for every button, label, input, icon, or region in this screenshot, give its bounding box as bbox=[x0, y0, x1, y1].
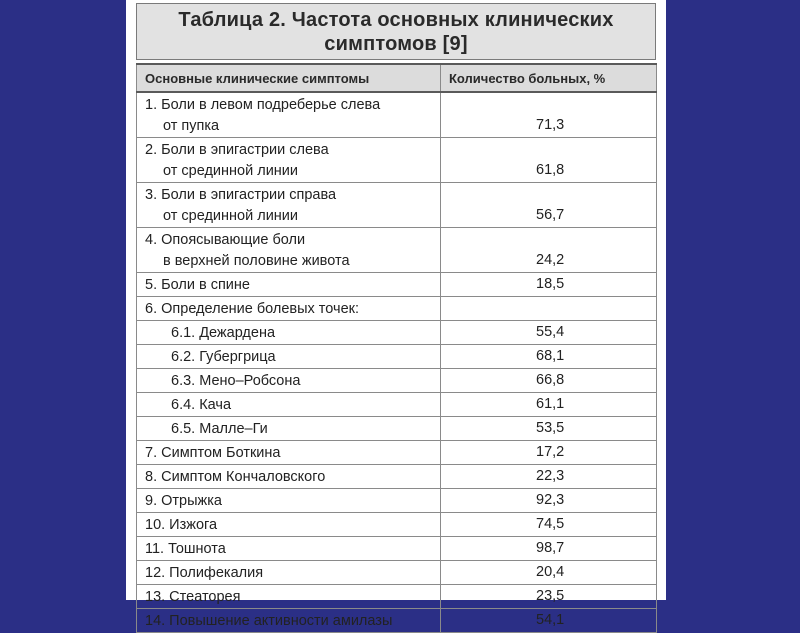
symptom-name: 12. Полифекалия bbox=[137, 561, 441, 585]
symptom-name: 5. Боли в спине bbox=[137, 273, 441, 297]
table-row bbox=[137, 585, 657, 609]
table-row bbox=[137, 297, 657, 321]
symptom-name-line-2: от пупка bbox=[163, 118, 220, 134]
table-row bbox=[137, 513, 657, 537]
symptom-name-line-2: в верхней половине живота bbox=[163, 253, 350, 269]
header-symptoms: Основные клинические симптомы bbox=[137, 64, 441, 92]
symptom-name bbox=[137, 228, 441, 273]
symptom-value: 24,2 bbox=[441, 228, 657, 273]
table-row bbox=[137, 273, 657, 297]
table-row bbox=[137, 609, 657, 633]
symptom-value: 53,5 bbox=[441, 417, 657, 441]
symptom-name-line-1: 2. Боли в эпигастрии слева bbox=[145, 142, 329, 158]
symptom-name: 11. Тошнота bbox=[137, 537, 441, 561]
symptom-name: 13. Стеаторея bbox=[137, 585, 441, 609]
symptom-value: 56,7 bbox=[441, 183, 657, 228]
table-row bbox=[137, 441, 657, 465]
table-header-row bbox=[137, 64, 657, 92]
table-row bbox=[137, 489, 657, 513]
table-document bbox=[136, 3, 656, 629]
table-title-line-2: симптомов [9] bbox=[324, 33, 468, 55]
symptom-name bbox=[137, 92, 441, 138]
table-row bbox=[137, 321, 657, 345]
symptom-value: 22,3 bbox=[441, 465, 657, 489]
symptom-value: 55,4 bbox=[441, 321, 657, 345]
symptom-name bbox=[137, 138, 441, 183]
symptom-name-line-1: 1. Боли в левом подреберье слева bbox=[145, 97, 381, 113]
symptom-name: 10. Изжога bbox=[137, 513, 441, 537]
symptom-name bbox=[137, 183, 441, 228]
table-row bbox=[137, 561, 657, 585]
table-row bbox=[137, 92, 657, 138]
symptom-name: 9. Отрыжка bbox=[137, 489, 441, 513]
table-row bbox=[137, 393, 657, 417]
symptom-value: 61,1 bbox=[441, 393, 657, 417]
symptom-name: 6.1. Дежардена bbox=[137, 321, 441, 345]
symptom-name: 8. Симптом Кончаловского bbox=[137, 465, 441, 489]
symptom-name-line-2: от срединной линии bbox=[163, 208, 299, 224]
table-row bbox=[137, 537, 657, 561]
symptom-value: 20,4 bbox=[441, 561, 657, 585]
symptom-name: 6.2. Губергрица bbox=[137, 345, 441, 369]
symptom-value: 17,2 bbox=[441, 441, 657, 465]
symptom-value: 18,5 bbox=[441, 273, 657, 297]
symptom-value bbox=[441, 297, 657, 321]
table-row bbox=[137, 417, 657, 441]
symptom-value: 74,5 bbox=[441, 513, 657, 537]
symptom-value: 68,1 bbox=[441, 345, 657, 369]
symptom-name: 6.5. Малле–Ги bbox=[137, 417, 441, 441]
table-row bbox=[137, 465, 657, 489]
table-row bbox=[137, 369, 657, 393]
symptom-value: 66,8 bbox=[441, 369, 657, 393]
symptom-name: 6.4. Кача bbox=[137, 393, 441, 417]
symptom-value: 98,7 bbox=[441, 537, 657, 561]
table-row bbox=[137, 228, 657, 273]
symptom-name: 6.3. Мено–Робсона bbox=[137, 369, 441, 393]
symptom-name: 14. Повышение активности амилазы bbox=[137, 609, 441, 633]
symptom-value: 61,8 bbox=[441, 138, 657, 183]
slide-content-frame bbox=[126, 0, 666, 629]
symptom-name-line-1: 3. Боли в эпигастрии справа bbox=[145, 187, 337, 203]
symptom-name-line-1: 4. Опоясывающие боли bbox=[145, 232, 306, 248]
symptom-value: 23,5 bbox=[441, 585, 657, 609]
symptom-name: 6. Определение болевых точек: bbox=[137, 297, 441, 321]
symptom-name-line-2: от срединной линии bbox=[163, 163, 299, 179]
symptoms-table bbox=[136, 63, 657, 633]
header-patients-percent: Количество больных, % bbox=[441, 64, 657, 92]
table-row bbox=[137, 183, 657, 228]
table-title bbox=[136, 3, 656, 60]
symptom-value: 71,3 bbox=[441, 92, 657, 138]
table-row bbox=[137, 345, 657, 369]
table-row bbox=[137, 138, 657, 183]
symptom-value: 54,1 bbox=[441, 609, 657, 633]
symptom-value: 92,3 bbox=[441, 489, 657, 513]
symptom-name: 7. Симптом Боткина bbox=[137, 441, 441, 465]
table-title-line-1: Таблица 2. Частота основных клинических bbox=[178, 9, 614, 31]
